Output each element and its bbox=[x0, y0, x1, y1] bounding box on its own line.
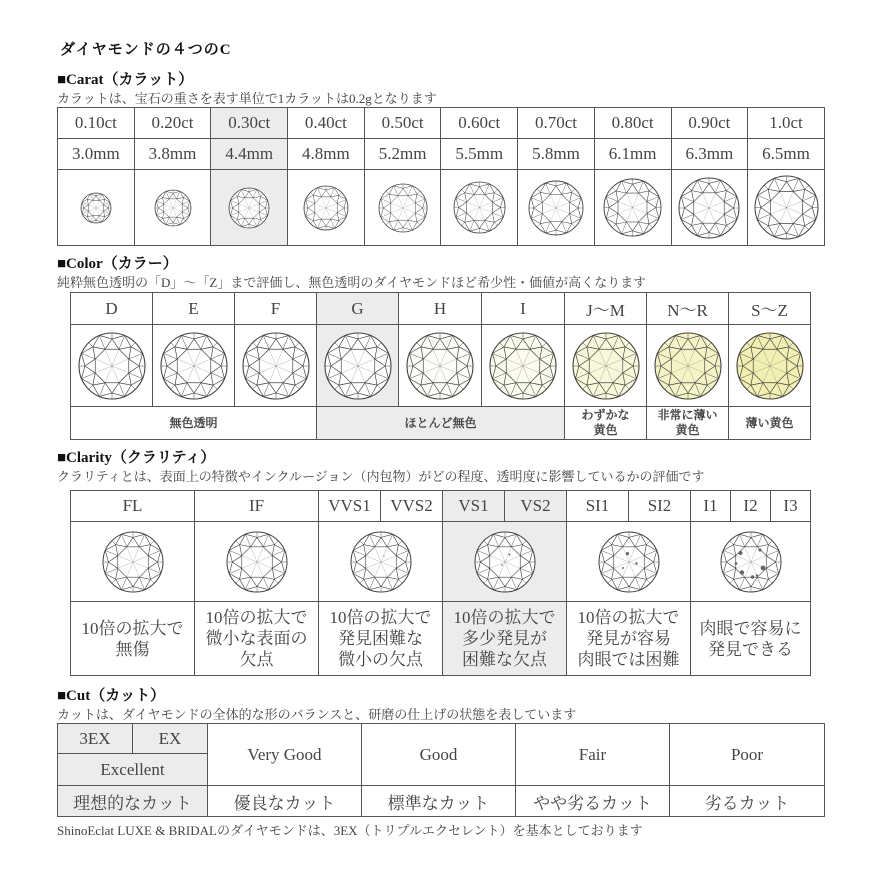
carat-gem-cell bbox=[134, 170, 211, 246]
clarity-grade-i3: I3 bbox=[771, 491, 811, 522]
diamond-icon bbox=[597, 530, 661, 594]
diamond-icon bbox=[473, 530, 537, 594]
clarity-desc-i bbox=[691, 602, 811, 676]
carat-weight-cell: 0.60ct bbox=[441, 108, 518, 139]
clarity-gem-cell-i bbox=[691, 522, 811, 602]
color-group-light: 薄い黄色 bbox=[729, 407, 811, 440]
clarity-grade-vvs2: VVS2 bbox=[381, 491, 443, 522]
carat-size-cell: 5.5mm bbox=[441, 139, 518, 170]
carat-gem-cell bbox=[58, 170, 135, 246]
cut-grade-very-good: Very Good bbox=[208, 724, 362, 786]
color-heading: ■Color（カラー） bbox=[57, 256, 178, 272]
color-grade-cell: F bbox=[235, 293, 317, 325]
cut-table bbox=[57, 723, 825, 817]
carat-size-cell: 6.1mm bbox=[594, 139, 671, 170]
diamond-icon bbox=[349, 530, 413, 594]
carat-weight-row bbox=[58, 108, 825, 139]
clarity-desc-vs-line2: 多少発見が bbox=[462, 629, 547, 648]
carat-weight-cell: 0.40ct bbox=[288, 108, 365, 139]
diamond-icon bbox=[101, 530, 165, 594]
carat-size-cell: 4.8mm bbox=[288, 139, 365, 170]
diamond-icon bbox=[153, 188, 193, 228]
color-grade-cell: J～M bbox=[565, 293, 647, 325]
color-gem-cell bbox=[235, 325, 317, 407]
clarity-grade-i2: I2 bbox=[731, 491, 771, 522]
carat-table bbox=[57, 107, 825, 246]
color-grade-cell: D bbox=[71, 293, 153, 325]
carat-weight-cell: 0.20ct bbox=[134, 108, 211, 139]
diamond-icon bbox=[79, 191, 113, 225]
clarity-gem-cell-vs bbox=[443, 522, 567, 602]
color-gem-cell bbox=[647, 325, 729, 407]
diamond-icon bbox=[227, 186, 271, 230]
diamond-icon bbox=[225, 530, 289, 594]
cut-desc-fair: やや劣るカット bbox=[516, 786, 670, 817]
clarity-grade-si1: SI1 bbox=[567, 491, 629, 522]
diamond-icon bbox=[241, 331, 311, 401]
carat-gem-cell bbox=[288, 170, 365, 246]
carat-gem-cell bbox=[671, 170, 748, 246]
cut-grade-excellent: Excellent bbox=[58, 754, 208, 786]
color-grade-cell: N～R bbox=[647, 293, 729, 325]
clarity-desc-i-line2: 発見できる bbox=[708, 639, 793, 659]
clarity-grade-if: IF bbox=[195, 491, 319, 522]
cut-grade-good: Good bbox=[362, 724, 516, 786]
color-group-very-light-line1: 非常に薄い bbox=[657, 408, 718, 422]
cut-grade-ex: EX bbox=[133, 724, 208, 754]
diamond-icon bbox=[571, 331, 641, 401]
clarity-desc-i-line1: 肉眼で容易に bbox=[699, 618, 802, 638]
carat-gem-cell bbox=[748, 170, 825, 246]
clarity-desc-si-line1: 10倍の拡大で bbox=[577, 608, 680, 627]
color-gem-cell bbox=[729, 325, 811, 407]
carat-gem-row bbox=[58, 170, 825, 246]
clarity-desc-if-line3: 欠点 bbox=[239, 650, 274, 669]
carat-size-cell: 3.8mm bbox=[134, 139, 211, 170]
footer-note: ShinoEclat LUXE & BRIDALのダイヤモンドは、3EX（トリプルエクセレント）を基本としております bbox=[57, 823, 643, 838]
cut-grade-3ex: 3EX bbox=[58, 724, 133, 754]
carat-weight-cell: 0.30ct bbox=[211, 108, 288, 139]
clarity-grade-vs2: VS2 bbox=[505, 491, 567, 522]
color-group-faint bbox=[565, 407, 647, 440]
clarity-desc-si-line3: 肉眼では困難 bbox=[577, 650, 680, 669]
clarity-grade-i1: I1 bbox=[691, 491, 731, 522]
diamond-icon bbox=[302, 184, 350, 232]
diamond-icon bbox=[488, 331, 558, 401]
cut-grade-poor: Poor bbox=[670, 724, 825, 786]
cut-grade-fair: Fair bbox=[516, 724, 670, 786]
color-group-faint-line1: わずかな bbox=[581, 408, 630, 422]
clarity-desc-fl bbox=[71, 602, 195, 676]
carat-size-cell: 3.0mm bbox=[58, 139, 135, 170]
clarity-desc-vvs bbox=[319, 602, 443, 676]
cut-heading: ■Cut（カット） bbox=[57, 688, 166, 704]
carat-size-cell: 5.2mm bbox=[364, 139, 441, 170]
color-grade-cell: I bbox=[482, 293, 565, 325]
clarity-desc-fl-line1: 10倍の拡大で bbox=[81, 618, 184, 638]
carat-weight-cell: 1.0ct bbox=[748, 108, 825, 139]
clarity-gem-cell-si bbox=[567, 522, 691, 602]
color-gem-row bbox=[71, 325, 811, 407]
carat-description: カラットは、宝石の重さを表す単位で1カラットは0.2gとなります bbox=[57, 91, 437, 106]
diamond-icon bbox=[405, 331, 475, 401]
carat-gem-cell bbox=[518, 170, 595, 246]
diamond-icon bbox=[159, 331, 229, 401]
clarity-grade-fl: FL bbox=[71, 491, 195, 522]
clarity-desc-vs-line1: 10倍の拡大で bbox=[453, 608, 556, 627]
color-group-near-colorless: ほとんど無色 bbox=[317, 407, 565, 440]
clarity-gem-cell-vvs bbox=[319, 522, 443, 602]
page-title: ダイヤモンドの４つのC bbox=[60, 42, 232, 58]
diamond-icon bbox=[735, 331, 805, 401]
color-grade-cell: S～Z bbox=[729, 293, 811, 325]
diamond-icon bbox=[323, 331, 393, 401]
clarity-gem-cell-fl bbox=[71, 522, 195, 602]
carat-weight-cell: 0.50ct bbox=[364, 108, 441, 139]
clarity-grade-si2: SI2 bbox=[629, 491, 691, 522]
clarity-gem-cell-if bbox=[195, 522, 319, 602]
color-description: 純粋無色透明の「D」～「Z」まで評価し、無色透明のダイヤモンドほど希少性・価値が高くなります bbox=[57, 275, 647, 290]
carat-weight-cell: 0.10ct bbox=[58, 108, 135, 139]
clarity-desc-vvs-line1: 10倍の拡大で bbox=[329, 608, 432, 627]
color-gem-cell bbox=[317, 325, 399, 407]
color-group-faint-line2: 黄色 bbox=[593, 423, 618, 437]
color-group-very-light-line2: 黄色 bbox=[675, 423, 700, 437]
clarity-desc-fl-line2: 無傷 bbox=[115, 639, 150, 659]
diamond-icon bbox=[77, 331, 147, 401]
carat-weight-cell: 0.80ct bbox=[594, 108, 671, 139]
clarity-desc-if bbox=[195, 602, 319, 676]
color-grade-cell: G bbox=[317, 293, 399, 325]
diamond-icon bbox=[719, 530, 783, 594]
color-grade-cell: H bbox=[399, 293, 482, 325]
color-gem-cell bbox=[565, 325, 647, 407]
cut-desc-excellent: 理想的なカット bbox=[58, 786, 208, 817]
clarity-gem-row bbox=[71, 522, 811, 602]
clarity-desc-vs bbox=[443, 602, 567, 676]
color-group-very-light bbox=[647, 407, 729, 440]
clarity-desc-si-line2: 発見が容易 bbox=[586, 629, 671, 648]
cut-description: カットは、ダイヤモンドの全体的な形のバランスと、研磨の仕上げの状態を表しています bbox=[57, 707, 577, 722]
color-gem-cell bbox=[482, 325, 565, 407]
color-grade-cell: E bbox=[153, 293, 235, 325]
clarity-desc-si bbox=[567, 602, 691, 676]
cut-desc-poor: 劣るカット bbox=[670, 786, 825, 817]
clarity-desc-vvs-line2: 発見困難な bbox=[338, 629, 423, 648]
carat-weight-cell: 0.90ct bbox=[671, 108, 748, 139]
diamond-icon bbox=[527, 179, 585, 237]
diamond-icon bbox=[452, 180, 507, 235]
clarity-heading: ■Clarity（クラリティ） bbox=[57, 450, 216, 466]
carat-size-cell: 6.5mm bbox=[748, 139, 825, 170]
clarity-desc-row bbox=[71, 602, 811, 676]
carat-gem-cell bbox=[594, 170, 671, 246]
clarity-grade-vvs1: VVS1 bbox=[319, 491, 381, 522]
carat-size-cell: 6.3mm bbox=[671, 139, 748, 170]
carat-gem-cell bbox=[364, 170, 441, 246]
carat-gem-cell bbox=[211, 170, 288, 246]
carat-gem-cell bbox=[441, 170, 518, 246]
carat-size-cell: 4.4mm bbox=[211, 139, 288, 170]
color-grade-row bbox=[71, 293, 811, 325]
clarity-table bbox=[70, 490, 811, 676]
color-gem-cell bbox=[399, 325, 482, 407]
diamond-icon bbox=[377, 182, 429, 234]
color-gem-cell bbox=[71, 325, 153, 407]
diamond-icon bbox=[677, 176, 741, 240]
diamond-icon bbox=[602, 177, 663, 238]
color-gem-cell bbox=[153, 325, 235, 407]
clarity-desc-vvs-line3: 微小の欠点 bbox=[338, 650, 423, 669]
carat-size-cell: 5.8mm bbox=[518, 139, 595, 170]
clarity-grade-row bbox=[71, 491, 811, 522]
clarity-desc-if-line1: 10倍の拡大で bbox=[205, 608, 308, 627]
carat-weight-cell: 0.70ct bbox=[518, 108, 595, 139]
color-table bbox=[70, 292, 811, 440]
color-group-row bbox=[71, 407, 811, 440]
clarity-desc-vs-line3: 困難な欠点 bbox=[462, 650, 547, 669]
diamond-icon bbox=[753, 174, 820, 241]
carat-heading: ■Carat（カラット） bbox=[57, 72, 194, 88]
cut-desc-good: 標準なカット bbox=[362, 786, 516, 817]
clarity-desc-if-line2: 微小な表面の bbox=[205, 629, 308, 648]
cut-desc-very-good: 優良なカット bbox=[208, 786, 362, 817]
diamond-icon bbox=[653, 331, 723, 401]
carat-size-row bbox=[58, 139, 825, 170]
color-group-colorless: 無色透明 bbox=[71, 407, 317, 440]
clarity-grade-vs1: VS1 bbox=[443, 491, 505, 522]
clarity-description: クラリティとは、表面上の特徴やインクルージョン（内包物）がどの程度、透明度に影響しているかの評価です bbox=[57, 469, 705, 484]
